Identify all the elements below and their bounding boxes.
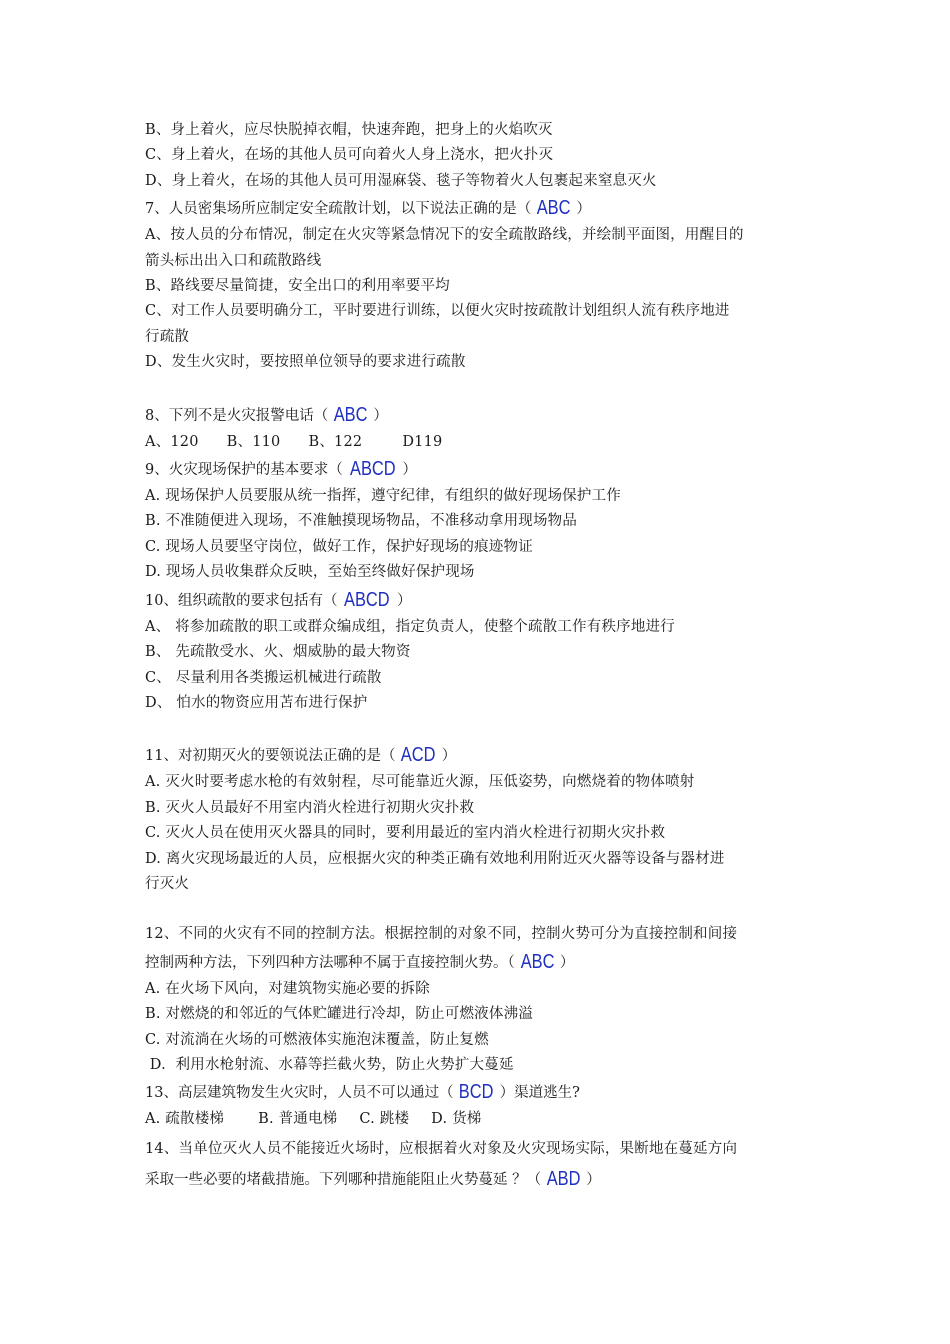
q8-question: 8、下列不是火灾报警电话（ ABC ）: [145, 401, 825, 430]
q11-option-b: B. 灭火人员最好不用室内消火栓进行初期火灾扑救: [145, 799, 475, 816]
q14-question-line2: 采取一些必要的堵截措施。下列哪种措施能阻止火势蔓延 ？（ ABD ）: [145, 1165, 825, 1194]
q11-option-d-cont: 行灭火: [145, 875, 190, 892]
q10-question: 10、组织疏散的要求包括有（ ABCD ）: [145, 586, 825, 615]
q10-option-b: B、 先疏散受水、火、烟威胁的最大物资: [145, 644, 411, 661]
q10-option-c: C、 尽量利用各类搬运机械进行疏散: [145, 669, 382, 686]
q8-option-b: B、110: [226, 433, 281, 450]
q6-option-b: B、身上着火，应尽快脱掉衣帽，快速奔跑，把身上的火焰吹灭: [145, 122, 553, 138]
q13-option-c: C. 跳楼: [359, 1111, 410, 1128]
q11-option-c: C. 灭火人员在使用灭火器具的同时，要利用最近的室内消火栓进行初期火灾扑救: [145, 825, 666, 842]
q6-option-d: D、身上着火，在场的其他人员可用湿麻袋、毯子等物着火人包裹起来窒息灭火: [145, 172, 657, 189]
q10-answer: ABCD: [344, 588, 391, 611]
q12-answer: ABC: [520, 950, 555, 973]
q7-option-c: C、对工作人员要明确分工，平时要进行训练，以便火灾时按疏散计划组织人流有秩序地进: [145, 303, 730, 320]
q9-option-c: C. 现场人员要坚守岗位，做好工作，保护好现场的痕迹物证: [145, 538, 533, 555]
q12-question-line2: 控制两种方法，下列四种方法哪种不属于直接控制火势。（ ABC ）: [145, 948, 825, 977]
q7-answer: ABC: [536, 197, 571, 220]
q11-question: 11、对初期灭火的要领说法正确的是（ ACD ）: [145, 741, 825, 770]
q9-option-d: D. 现场人员收集群众反映，至始至终做好保护现场: [145, 564, 475, 581]
q13-option-a: A. 疏散楼梯: [145, 1111, 225, 1128]
q7-option-a: A、按人员的分布情况，制定在火灾等紧急情况下的安全疏散路线，并绘制平面图，用醒目的: [145, 227, 744, 244]
q7-option-c-cont: 行疏散: [145, 328, 190, 345]
q12-option-b: B. 对燃烧的和邻近的气体贮罐进行冷却，防止可燃液体沸溢: [145, 1006, 533, 1023]
q13-option-d: D. 货梯: [431, 1111, 482, 1128]
q8-answer: ABC: [333, 403, 368, 426]
q7-option-d: D、发生火灾时，要按照单位领导的要求进行疏散: [145, 354, 466, 371]
q11-option-d: D. 离火灾现场最近的人员，应根据火灾的种类正确有效地利用附近灭火器等设备与器材进: [145, 850, 725, 867]
q12-question-line1: 12、不同的火灾有不同的控制方法。根据控制的对象不同，控制火势可分为直接控制和间接: [145, 926, 738, 943]
q6-option-c: C、身上着火，在场的其他人员可向着火人身上浇水，把火扑灭: [145, 147, 554, 164]
q9-option-b: B. 不准随便进入现场，不准触摸现场物品，不准移动拿用现场物品: [145, 513, 578, 530]
q12-option-c: C. 对流淌在火场的可燃液体实施泡沫覆盖，防止复燃: [145, 1031, 489, 1048]
q9-answer: ABCD: [349, 458, 396, 481]
q7-option-a-cont: 箭头标出出入口和疏散路线: [145, 252, 322, 269]
q11-option-a: A. 灭火时要考虑水枪的有效射程，尽可能靠近火源，压低姿势，向燃烧着的物体喷射: [145, 774, 695, 791]
q10-option-a: A、 将参加疏散的职工或群众编成组，指定负责人，使整个疏散工作有秩序地进行: [145, 618, 675, 635]
q11-answer: ACD: [401, 744, 436, 767]
q12-option-d: D. 利用水枪射流、水幕等拦截火势，防止火势扩大蔓延: [145, 1056, 514, 1073]
document-page: [145, 118, 825, 1194]
q9-question: 9、火灾现场保护的基本要求（ ABCD ）: [145, 455, 825, 484]
q9-option-a: A. 现场保护人员要服从统一指挥，遵守纪律，有组织的做好现场保护工作: [145, 488, 621, 505]
q8-options: [145, 430, 825, 455]
q10-option-d: D、 怕水的物资应用苫布进行保护: [145, 694, 368, 711]
q13-answer: BCD: [459, 1081, 494, 1104]
q13-option-b: B. 普通电梯: [258, 1111, 338, 1128]
q7-option-b: B、路线要尽量简捷，安全出口的利用率要平均: [145, 278, 450, 295]
q8-option-a: A、120: [145, 433, 199, 450]
q14-question-line1: 14、当单位灭火人员不能接近火场时，应根据着火对象及火灾现场实际，果断地在蔓延方向: [145, 1140, 738, 1157]
q13-question: 13、高层建筑物发生火灾时，人员不可以通过（ BCD ）渠道逃生?: [145, 1078, 825, 1107]
q12-option-a: A. 在火场下风向，对建筑物实施必要的拆除: [145, 980, 430, 997]
q7-question: 7、人员密集场所应制定安全疏散计划，以下说法正确的是（ ABC ）: [145, 194, 825, 223]
q14-answer: ABD: [546, 1167, 581, 1190]
q8-option-c: B、122: [308, 433, 363, 450]
q13-options: [145, 1107, 825, 1132]
q8-option-d: D119: [402, 433, 443, 450]
